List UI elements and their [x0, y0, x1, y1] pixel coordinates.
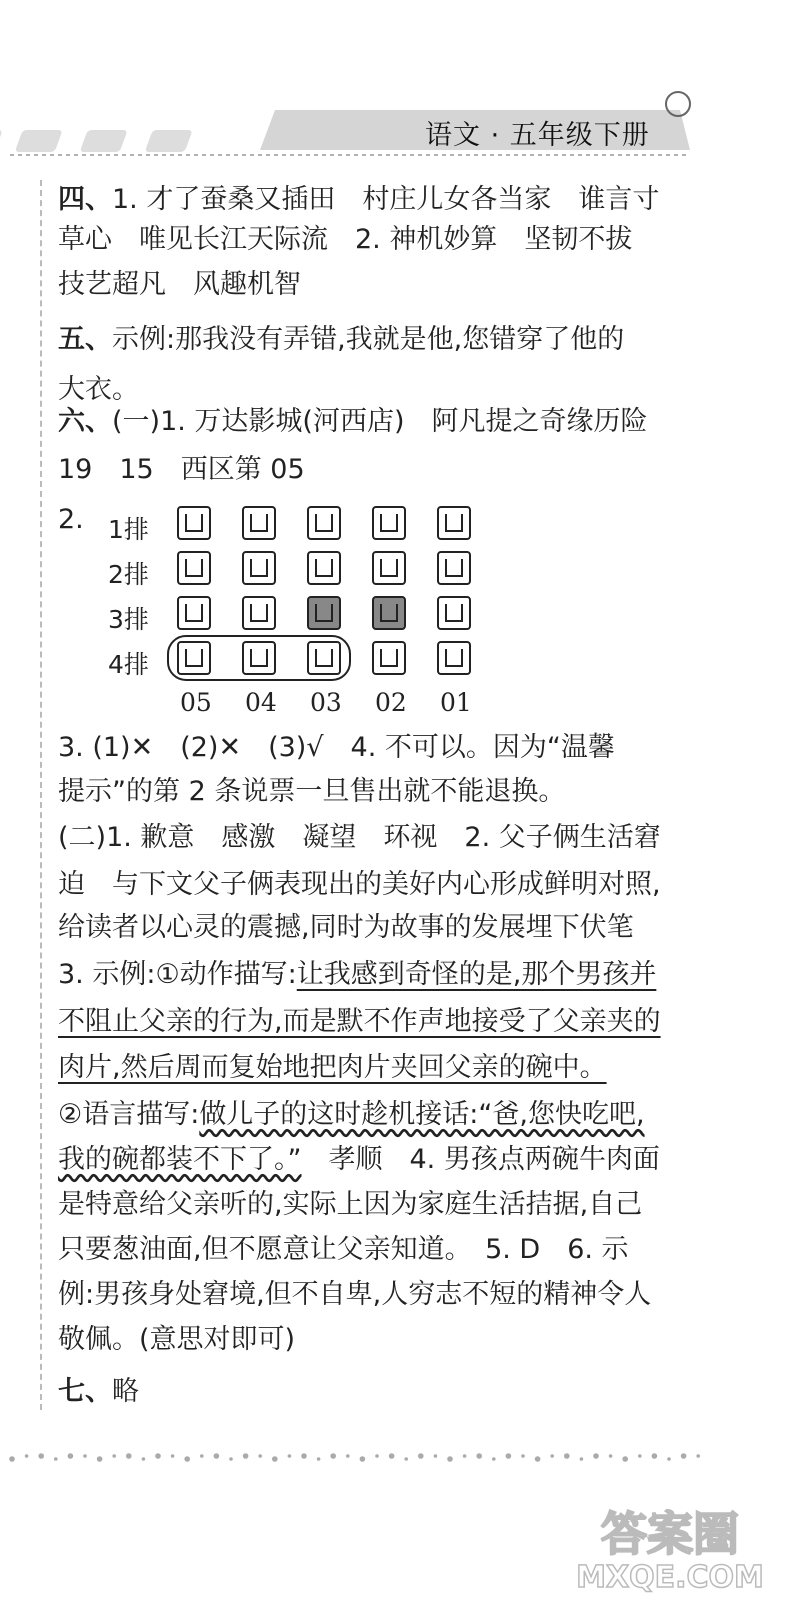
watermark-main: 答案圈 — [601, 1507, 739, 1561]
footer-dot — [418, 1453, 424, 1459]
footer-dot — [535, 1456, 541, 1462]
footer-dot — [142, 1457, 146, 1461]
q3b-prefix: 3. 示例:①动作描写: — [58, 959, 297, 990]
footer-dot — [389, 1453, 395, 1459]
footer-dot — [696, 1454, 700, 1458]
seat-col-label: 04 — [245, 688, 277, 717]
s5-line-2: 大衣。 — [58, 374, 139, 405]
s6-rest-line-3: 例:男孩身处窘境,但不自卑,人穷志不短的精神令人 — [58, 1279, 652, 1310]
seat-svg — [108, 505, 528, 695]
footer-dot — [54, 1457, 58, 1461]
s6-q3b-line-2 — [58, 1002, 661, 1042]
s6-rest-line-1: 是特意给父亲听的,实际上因为家庭生活拮据,自己 — [58, 1189, 643, 1220]
footer-dot — [593, 1453, 599, 1459]
footer-dot — [521, 1454, 525, 1458]
q3b-wavy-1: 做儿子的这时趁机接话:“爸,您快吃吧, — [199, 1099, 645, 1130]
footer-dot — [564, 1453, 570, 1459]
footer-dot — [272, 1456, 278, 1462]
seat-col-label: 05 — [180, 688, 212, 717]
footer-dot — [25, 1454, 29, 1458]
s4-text-1: 1. 才了蚕桑又插田 村庄儿女各当家 谁言寸 — [112, 184, 660, 215]
seat-icon — [373, 597, 405, 629]
s7-label: 七、 — [58, 1376, 112, 1407]
seat-icon — [438, 552, 470, 584]
footer-dot — [375, 1454, 379, 1458]
page-header — [0, 0, 787, 170]
seat-icon — [308, 642, 340, 674]
watermark — [560, 1495, 780, 1595]
seat-row-label: 4排 — [108, 650, 149, 679]
s6-q3-line-1: 3. (1)✕ (2)✕ (3)√ 4. 不可以。因为“温馨 — [58, 732, 615, 763]
s6-line-1 — [58, 402, 647, 442]
s5-text-1: 示例:那我没有弄错,我就是他,您错穿了他的 — [112, 324, 625, 355]
seat-icon — [243, 507, 275, 539]
footer-dot — [506, 1453, 512, 1459]
s6-rest-line-4: 敬佩。(意思对即可) — [58, 1324, 296, 1355]
seat-row-label: 2排 — [108, 560, 149, 589]
s6-q3b-line-1 — [58, 955, 656, 995]
s7-line — [58, 1372, 139, 1412]
q3b-underline-1: 让我感到奇怪的是,那个男孩并 — [296, 959, 657, 990]
footer-dot — [404, 1457, 408, 1461]
footer-dot — [317, 1457, 321, 1461]
footer-dot — [434, 1454, 438, 1458]
footer-dot — [155, 1453, 161, 1459]
s6-line-2: 19 15 西区第 05 — [58, 454, 305, 485]
s6-q3b-line-5 — [58, 1140, 660, 1180]
s6-q2-label: 2. — [58, 504, 84, 535]
seat-icon — [438, 597, 470, 629]
seat-row-label: 1排 — [108, 515, 149, 544]
s4-line-3: 技艺超凡 风趣机智 — [58, 269, 301, 300]
s4-label: 四、 — [58, 184, 112, 215]
s5-label: 五、 — [58, 324, 112, 355]
footer-dot — [200, 1454, 204, 1458]
q3b-underline-2: 不阻止父亲的行为,而是默不作声地接受了父亲夹的 — [58, 1006, 661, 1037]
seat-icon — [243, 552, 275, 584]
s6-text-1: (一)1. 万达影城(河西店) 阿凡提之奇缘历险 — [112, 406, 648, 437]
footer-dot — [360, 1456, 366, 1462]
seat-col-label: 02 — [375, 688, 407, 717]
footer-dot — [9, 1456, 15, 1462]
seat-icon — [373, 507, 405, 539]
footer-dot — [447, 1456, 453, 1462]
seat-col-label: 01 — [440, 688, 472, 717]
watermark-logo — [560, 1495, 780, 1595]
seat-icon — [438, 642, 470, 674]
q3b-wavy-prefix: ②语言描写: — [58, 1099, 200, 1130]
seat-icon — [438, 507, 470, 539]
seat-icon — [373, 642, 405, 674]
s4-line-2: 草心 唯见长江天际流 2. 神机妙算 坚韧不拔 — [58, 224, 633, 255]
footer-dots — [0, 1440, 787, 1480]
s5-line-1 — [58, 320, 624, 360]
footer-dot — [667, 1457, 671, 1461]
s6-rest-line-2: 只要葱油面,但不愿意让父亲知道。 5. D 6. 示 — [58, 1234, 629, 1265]
footer-dot — [243, 1453, 249, 1459]
footer-dot — [171, 1454, 175, 1458]
footer-dot — [681, 1453, 687, 1459]
seat-icon — [178, 507, 210, 539]
footer-dot — [580, 1457, 584, 1461]
s6-q3-line-2: 提示”的第 2 条说票一旦售出就不能退换。 — [58, 776, 566, 807]
footer-dot — [330, 1453, 336, 1459]
footer-dot — [68, 1453, 74, 1459]
s4-line-1 — [58, 180, 659, 220]
footer-dot — [652, 1453, 658, 1459]
footer-dot — [126, 1453, 132, 1459]
s6-q3b-line-4 — [58, 1095, 645, 1135]
header-decoration — [0, 0, 787, 170]
q3b-underline-3: 肉片,然后周而复始地把肉片夹回父亲的碗中。 — [58, 1052, 607, 1083]
seat-icon — [308, 597, 340, 629]
seat-map — [108, 505, 528, 715]
s6-part2-line-2: 迫 与下文父子俩表现出的美好内心形成鲜明对照, — [58, 869, 661, 900]
left-margin-rule — [40, 180, 42, 1410]
footer-dot — [214, 1453, 220, 1459]
footer-dot — [38, 1453, 44, 1459]
footer-dot — [609, 1454, 613, 1458]
footer-dot — [550, 1454, 554, 1458]
s6-label: 六、 — [58, 406, 112, 437]
seat-icon — [373, 552, 405, 584]
footer-dot — [346, 1454, 350, 1458]
q3b-after: 孝顺 4. 男孩点两碗牛肉面 — [301, 1144, 660, 1175]
footer-dot — [184, 1456, 190, 1462]
footer-dot — [83, 1454, 87, 1458]
footer-dot — [476, 1453, 482, 1459]
footer-dot — [288, 1454, 292, 1458]
footer-dot — [492, 1457, 496, 1461]
footer-dot — [638, 1454, 642, 1458]
footer-dot — [301, 1453, 307, 1459]
footer-dot — [622, 1456, 628, 1462]
footer-dot — [97, 1456, 103, 1462]
s7-text: 略 — [112, 1376, 139, 1407]
seat-row-label: 3排 — [108, 605, 149, 634]
seat-icon — [178, 552, 210, 584]
q3b-wavy-2: 我的碗都装不下了。” — [58, 1144, 302, 1175]
seat-icon — [243, 597, 275, 629]
watermark-sub: MXQE.COM — [576, 1560, 764, 1595]
seat-col-label: 03 — [310, 688, 342, 717]
footer-dot — [463, 1454, 467, 1458]
seat-icon — [178, 642, 210, 674]
seat-icon — [178, 597, 210, 629]
header-title: 语文 · 五年级下册 — [425, 120, 650, 151]
s6-q3b-line-3 — [58, 1048, 607, 1088]
footer-dot — [112, 1454, 116, 1458]
seat-icon — [308, 507, 340, 539]
s6-part2-line-3: 给读者以心灵的震撼,同时为故事的发展埋下伏笔 — [58, 912, 634, 943]
seat-icon — [243, 642, 275, 674]
footer-dot — [229, 1457, 233, 1461]
footer-dot — [258, 1454, 262, 1458]
s6-part2-line-1: (二)1. 歉意 感激 凝望 环视 2. 父子俩生活窘 — [58, 822, 661, 853]
seat-icon — [308, 552, 340, 584]
